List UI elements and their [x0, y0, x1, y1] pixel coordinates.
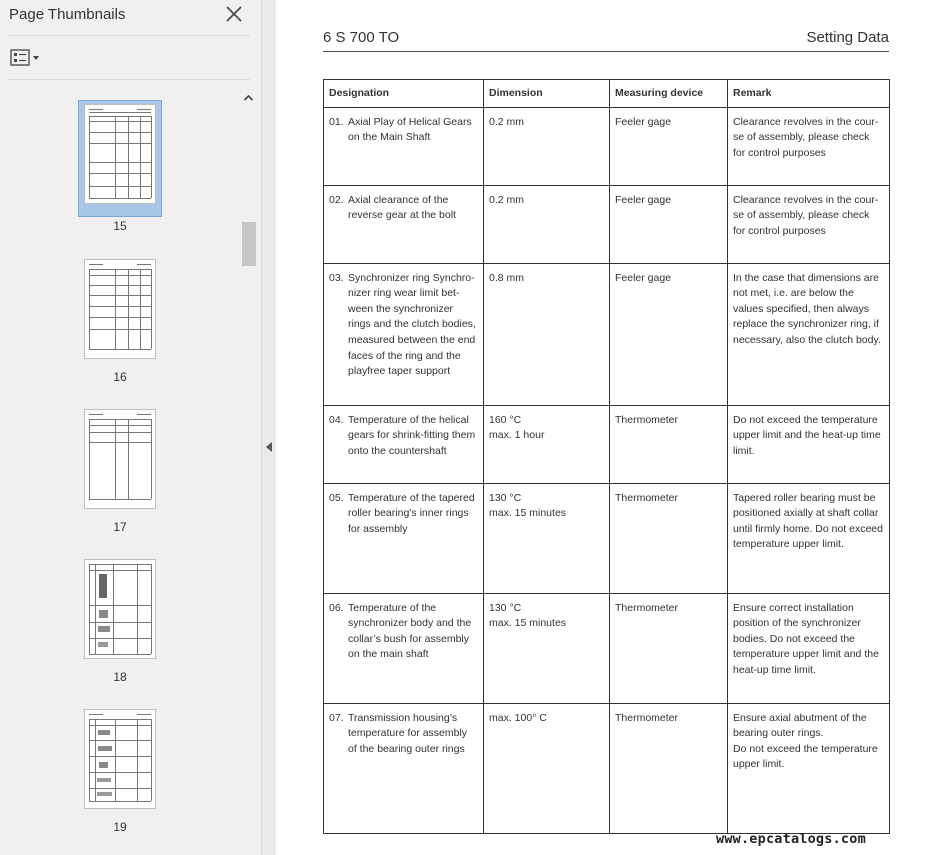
- thumbnail-page-19[interactable]: [0, 709, 240, 839]
- table-row: [324, 185, 890, 263]
- thumbnail-page-18[interactable]: [0, 559, 240, 689]
- panel-divider: [8, 35, 250, 36]
- thumbnail-image: [84, 409, 156, 509]
- thumbnail-image: [84, 259, 156, 359]
- device-cell: Feeler gage: [610, 263, 728, 405]
- thumbnail-options-button[interactable]: [9, 47, 43, 69]
- panel-divider: [8, 79, 250, 80]
- column-header: Designation: [324, 80, 484, 108]
- device-cell: Feeler gage: [610, 107, 728, 185]
- table-row: [324, 703, 890, 833]
- designation-text: Transmission housing’s temperature for assembly of the bearing outer rings: [348, 711, 468, 755]
- designation-text: Axial Play of Helical Gears on the Main Shaft: [348, 115, 472, 144]
- device-cell: Thermometer: [610, 593, 728, 703]
- designation-cell: [324, 185, 484, 263]
- thumbnail-page-number: 18: [113, 670, 127, 684]
- designation-cell: [324, 263, 484, 405]
- document-section-title: Setting Data: [806, 29, 889, 46]
- dimension-cell: 0.2 mm: [484, 185, 610, 263]
- dimension-cell: 160 °C max. 1 hour: [484, 405, 610, 483]
- table-row: [324, 483, 890, 593]
- designation-text: Synchronizer ring Synchro-nizer ring wear limit bet-ween the synchronizer rings and the clutch bodies, measured between the end faces of the ring and the playfree taper support: [348, 271, 476, 378]
- scrollbar-thumb[interactable]: [242, 222, 256, 266]
- table-row: [324, 107, 890, 185]
- page-thumbnails-panel: [0, 0, 262, 855]
- thumbnail-image: [84, 709, 156, 809]
- dimension-cell: 130 °C max. 15 minutes: [484, 593, 610, 703]
- remark-cell: Clearance revolves in the cour-se of assembly, please check for control purposes: [728, 185, 890, 263]
- row-number: 07.: [329, 711, 344, 724]
- thumbnail-list: [0, 88, 240, 855]
- thumbnail-page-15[interactable]: [0, 104, 240, 234]
- row-number: 01.: [329, 115, 344, 128]
- dimension-cell: 0.8 mm: [484, 263, 610, 405]
- table-header-row: [324, 80, 890, 108]
- thumbnail-options-icon: [9, 47, 43, 69]
- header-rule: [323, 51, 889, 52]
- column-header: Dimension: [484, 80, 610, 108]
- thumbnail-page-number: 17: [113, 520, 127, 534]
- thumbnail-scrollbar[interactable]: [241, 88, 256, 855]
- designation-cell: [324, 405, 484, 483]
- row-number: 06.: [329, 601, 344, 614]
- designation-cell: [324, 593, 484, 703]
- column-header: Measuring device: [610, 80, 728, 108]
- thumbnail-image: [84, 559, 156, 659]
- table-row: [324, 405, 890, 483]
- remark-cell: Clearance revolves in the cour-se of assembly, please check for control purposes: [728, 107, 890, 185]
- setting-data-table: [323, 79, 890, 834]
- thumbnail-page-number: 15: [113, 219, 127, 233]
- row-number: 05.: [329, 491, 344, 504]
- collapse-panel-icon[interactable]: [265, 440, 273, 452]
- device-cell: Thermometer: [610, 405, 728, 483]
- thumbnail-image: [84, 104, 156, 204]
- row-number: 04.: [329, 413, 344, 426]
- thumbnail-page-number: 16: [113, 370, 127, 384]
- panel-splitter[interactable]: [262, 0, 276, 855]
- designation-cell: [324, 483, 484, 593]
- close-icon[interactable]: [224, 4, 244, 24]
- scroll-up-icon[interactable]: [243, 91, 254, 103]
- device-cell: Feeler gage: [610, 185, 728, 263]
- thumbnail-page-17[interactable]: [0, 409, 240, 539]
- remark-cell: Ensure correct installation position of the synchronizer bodies. Do not exceed the temperature upper limit and the heat-up time limit.: [728, 593, 890, 703]
- designation-text: Axial clearance of the reverse gear at the bolt: [348, 193, 456, 222]
- panel-title: Page Thumbnails: [9, 6, 126, 23]
- designation-cell: [324, 703, 484, 833]
- thumbnail-page-16[interactable]: [0, 259, 240, 389]
- dimension-cell: 0.2 mm: [484, 107, 610, 185]
- dimension-cell: 130 °C max. 15 minutes: [484, 483, 610, 593]
- table-row: [324, 263, 890, 405]
- device-cell: Thermometer: [610, 703, 728, 833]
- watermark-text: www.epcatalogs.com: [716, 831, 866, 847]
- remark-cell: Do not exceed the temperature upper limit and the heat-up time limit.: [728, 405, 890, 483]
- document-page: [276, 0, 929, 855]
- device-cell: Thermometer: [610, 483, 728, 593]
- designation-text: Temperature of the synchronizer body and the collar’s bush for assembly on the main shaft: [348, 601, 472, 661]
- column-header: Remark: [728, 80, 890, 108]
- remark-cell: In the case that dimensions are not met, i.e. are below the values specified, then always replace the synchronizer ring, if necessary, also the clutch body.: [728, 263, 890, 405]
- designation-text: Temperature of the helical gears for shrink-fitting them onto the countershaft: [348, 413, 476, 457]
- row-number: 03.: [329, 271, 344, 284]
- table-row: [324, 593, 890, 703]
- designation-cell: [324, 107, 484, 185]
- dimension-cell: max. 100° C: [484, 703, 610, 833]
- row-number: 02.: [329, 193, 344, 206]
- designation-text: Temperature of the tapered roller bearing’s inner rings for assembly: [348, 491, 475, 535]
- remark-cell: Ensure axial abutment of the bearing outer rings. Do not exceed the temperature upper limit.: [728, 703, 890, 833]
- document-model-title: 6 S 700 TO: [323, 29, 400, 46]
- remark-cell: Tapered roller bearing must be positioned axially at shaft collar until firmly home. Do not exceed temperature upper limit.: [728, 483, 890, 593]
- thumbnail-page-number: 19: [113, 820, 127, 834]
